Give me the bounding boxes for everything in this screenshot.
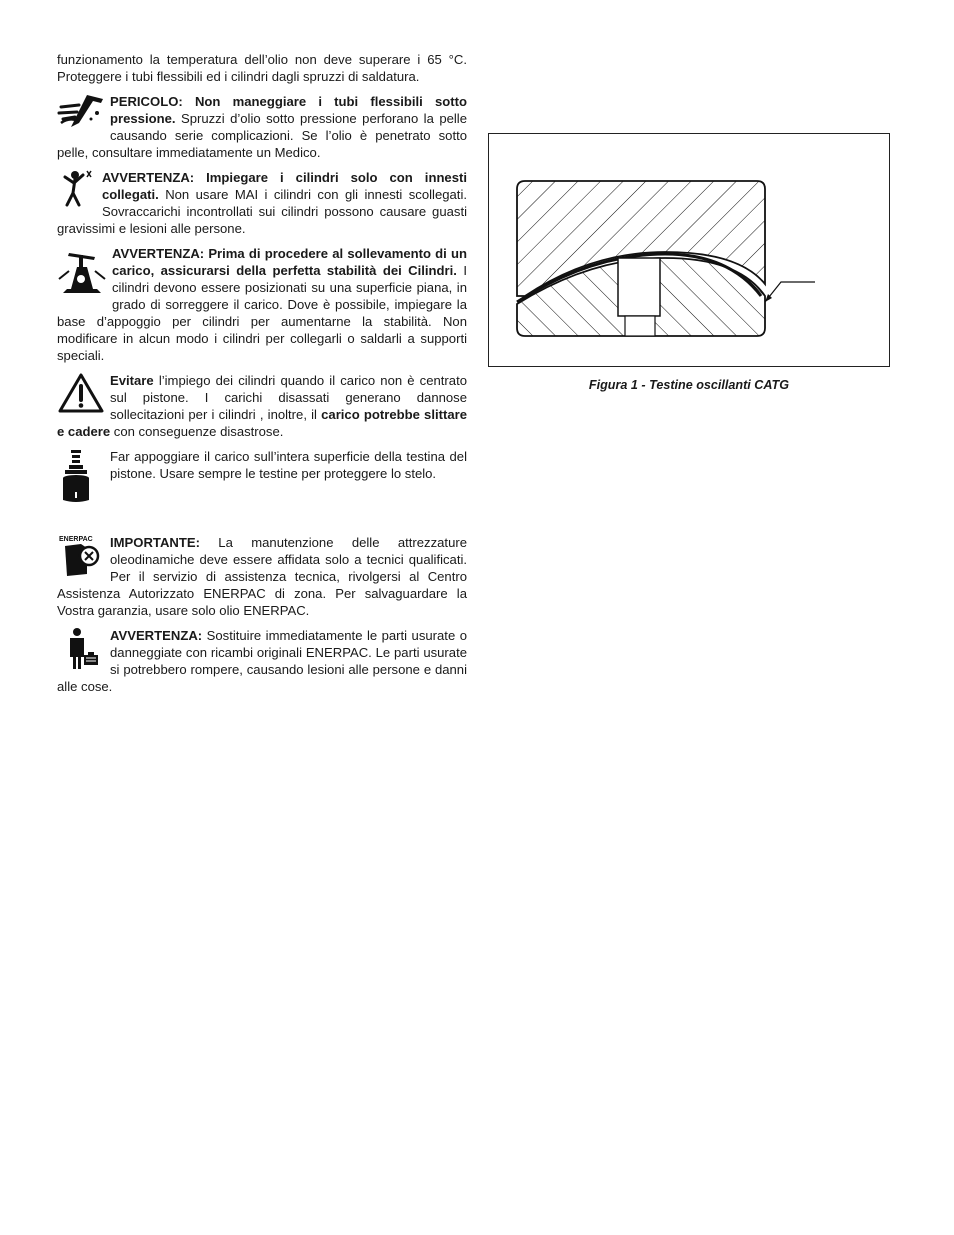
saddle-cross-section-diagram [489, 134, 889, 366]
unstable-load-icon [57, 245, 107, 297]
figure-catg-saddle [488, 133, 890, 367]
warning-bold-1: AVVERTENZA: Impiegare i cilindri solo con innesti collegati. [102, 170, 467, 202]
warning-text-6: Sostituire immediatamente le parti usurate o danneggiate con ricambi originali ENERPAC. Le parti usurate si potrebbero rompere, causando lesioni alle persone e danni alle cose. [57, 628, 467, 694]
warning-text-2: I cilindri devono essere posizionati su una superficie piana, in grado di sorreggere il carico. Dove è possibile, impiegare la base d’appoggio per cilindri per aumentarne la stabilità. Non modificare in alcun modo i cilindri per collegarli o saldarli a supporti speciali. [57, 263, 467, 363]
warning-block-saddle [57, 448, 467, 504]
warning-text-1: Non usare MAI i cilindri con gli innesti scollegati. Sovraccarichi incontrollati sui cilindri possono causare guasti gravissimi e lesioni alle persone. [57, 187, 467, 236]
intro-paragraph: funzionamento la temperatura dell’olio non deve superare i 65 °C. Proteggere i tubi flessibili ed i cilindri dagli spruzzi di saldatura. [57, 52, 467, 84]
text-column [57, 51, 467, 703]
center-pin [618, 258, 660, 316]
overload-person-icon [57, 169, 97, 211]
figure-caption: Figura 1 - Testine oscillanti CATG [588, 378, 790, 392]
warning-bold-6: AVVERTENZA: [110, 628, 203, 643]
warning-block-couplers [57, 169, 467, 237]
technician-parts-icon [57, 627, 105, 671]
warning-bold-0: PERICOLO: Non maneggiare i tubi flessibili sotto pressione. [110, 94, 467, 126]
warning-block-stability [57, 245, 467, 364]
leader-line [765, 282, 815, 302]
warning-bold-2: AVVERTENZA: Prima di procedere al sollevamento di un carico, assicurarsi della perfetta stabilità dei Cilindri. [112, 246, 467, 278]
warning-block-offcenter [57, 372, 467, 440]
warning-bold2-3: carico potrebbe slittare e cadere [57, 407, 467, 439]
warning-text-0: Spruzzi d’olio sotto pressione perforano la pelle causando serie complicazioni. Se l’olio è penetrato sotto pelle, consultare immediatamente un Medico. [57, 111, 467, 160]
hose-spray-icon [57, 93, 105, 129]
warning-text-4: Far appoggiare il carico sull’intera superficie della testina del pistone. Usare sempre le testine per proteggere lo stelo. [110, 449, 467, 481]
warning-block-parts [57, 627, 467, 695]
warning-text-5: La manutenzione delle attrezzature oleodinamiche deve essere affidata solo a tecnici qualificati. Per il servizio di assistenza tecnica, rivolgersi al Centro Assistenza Autorizzato ENERPAC di zona. Per salvaguardare la Vostra garanzia, usare solo olio ENERPAC. [57, 535, 467, 618]
warning-block-hose [57, 93, 467, 161]
enerpac-logo-text: ENERPAC [59, 536, 93, 543]
warning-text-3: l’impiego dei cilindri quando il carico non è centrato sul pistone. I carichi disassati generano dannose sollecitazioni per i cilindri , inoltre, il [110, 373, 467, 422]
saddle-plunger-icon [57, 448, 105, 504]
center-pin-shank [625, 316, 655, 336]
warning-block-maintenance [57, 534, 467, 619]
warning-bold-5: IMPORTANTE: [110, 535, 200, 550]
warning-text2-3: con conseguenze disastrose. [110, 424, 284, 439]
enerpac-service-icon [57, 534, 105, 578]
warning-bold-3: Evitare [110, 373, 154, 388]
warning-triangle-icon [57, 372, 105, 414]
